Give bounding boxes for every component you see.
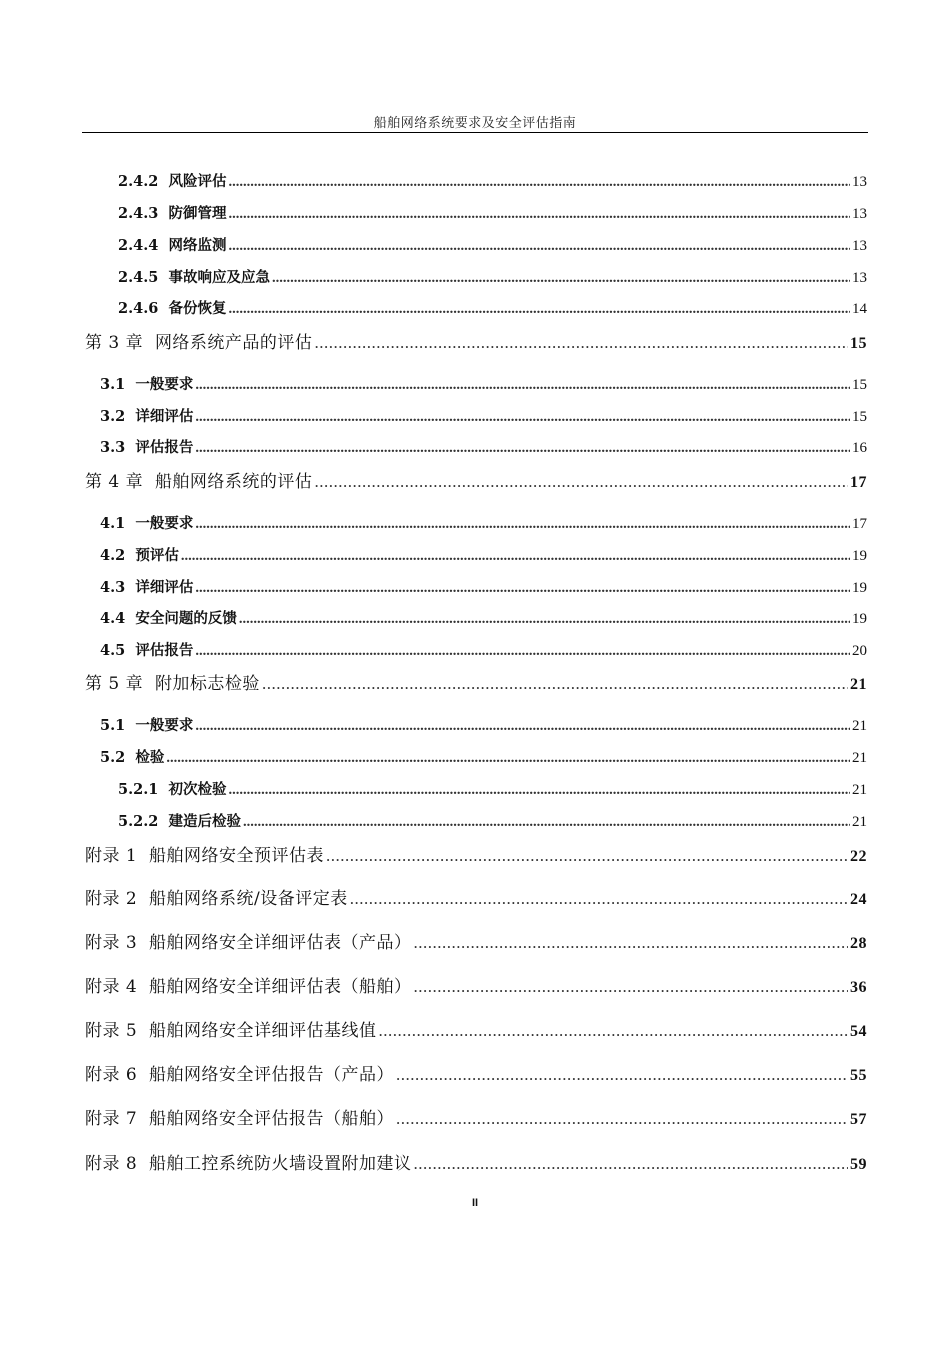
toc-entry[interactable] (0, 669, 867, 694)
toc-number: 2.4.4 (118, 237, 159, 254)
toc-page-number: 13 (852, 238, 867, 254)
toc-page-number: 21 (852, 814, 867, 830)
toc-number: 4.2 (100, 547, 126, 564)
toc-entry[interactable] (0, 436, 867, 457)
toc-entry[interactable] (0, 884, 867, 909)
toc-leader-dots (414, 933, 848, 953)
toc-entry[interactable] (0, 714, 867, 735)
toc-leader-dots (350, 889, 848, 909)
toc-leader-dots (228, 174, 850, 191)
toc-title: 网络监测 (168, 237, 227, 254)
toc-number: 第 3 章 (85, 333, 144, 353)
toc-title: 风险评估 (168, 173, 227, 190)
toc-title: 网络系统产品的评估 (154, 333, 313, 353)
toc-page-number: 21 (852, 782, 867, 798)
toc-page-number: 17 (852, 516, 867, 532)
toc-leader-dots (272, 270, 850, 287)
toc-leader-dots (243, 814, 850, 831)
toc-number: 5.2.2 (118, 813, 159, 830)
toc-title: 船舶网络安全详细评估表（船舶） (149, 977, 412, 997)
toc-entry[interactable] (0, 810, 867, 831)
toc-title: 防御管理 (168, 205, 227, 222)
toc-number: 附录 5 (85, 1021, 138, 1041)
toc-number: 第 4 章 (85, 472, 144, 492)
toc-title: 一般要求 (135, 376, 194, 393)
toc-leader-dots (195, 409, 850, 426)
toc-leader-dots (379, 1021, 848, 1041)
toc-page-number: 55 (850, 1067, 867, 1084)
toc-page-number: 57 (850, 1111, 867, 1128)
toc-number: 2.4.5 (118, 269, 159, 286)
toc-entry[interactable] (0, 576, 867, 597)
toc-leader-dots (228, 206, 850, 223)
toc-entry[interactable] (0, 1149, 867, 1174)
toc-number: 附录 2 (85, 889, 138, 909)
toc-entry[interactable] (0, 170, 867, 191)
toc-number: 附录 1 (85, 846, 138, 866)
toc-page-number: 14 (852, 301, 867, 317)
toc-leader-dots (195, 643, 850, 660)
toc-title: 船舶网络安全评估报告（船舶） (149, 1109, 395, 1129)
toc-title: 评估报告 (135, 642, 194, 659)
toc-title: 初次检验 (168, 781, 227, 798)
toc-page-number: 24 (850, 891, 867, 908)
toc-page-number: 19 (852, 580, 867, 596)
toc-number: 附录 8 (85, 1154, 138, 1174)
toc-page-number: 21 (852, 750, 867, 766)
toc-number: 4.3 (100, 579, 126, 596)
toc-entry[interactable] (0, 639, 867, 660)
toc-page-number: 20 (852, 643, 867, 659)
toc-title: 船舶工控系统防火墙设置附加建议 (149, 1154, 412, 1174)
toc-entry[interactable] (0, 512, 867, 533)
toc-title: 船舶网络安全详细评估表（产品） (149, 933, 412, 953)
toc-entry[interactable] (0, 1060, 867, 1085)
toc-leader-dots (181, 548, 850, 565)
toc-number: 附录 6 (85, 1065, 138, 1085)
toc-leader-dots (396, 1109, 848, 1129)
toc-entry[interactable] (0, 202, 867, 223)
toc-page-number: 13 (852, 270, 867, 286)
toc-title: 船舶网络安全详细评估基线值 (149, 1021, 377, 1041)
toc-entry[interactable] (0, 972, 867, 997)
toc-leader-dots (195, 516, 850, 533)
toc-title: 评估报告 (135, 439, 194, 456)
toc-entry[interactable] (0, 607, 867, 628)
toc-number: 3.1 (100, 376, 126, 393)
toc-page-number: 15 (850, 335, 867, 352)
toc-entry[interactable] (0, 1104, 867, 1129)
toc-entry[interactable] (0, 328, 867, 353)
toc-number: 2.4.6 (118, 300, 159, 317)
toc-page-number: 21 (852, 718, 867, 734)
toc-number: 5.2 (100, 749, 126, 766)
toc-title: 详细评估 (135, 408, 194, 425)
toc-leader-dots (262, 674, 848, 694)
toc-number: 4.1 (100, 515, 126, 532)
toc-page-number: 22 (850, 848, 867, 865)
toc-entry[interactable] (0, 841, 867, 866)
running-header: 船舶网络系统要求及安全评估指南 (373, 116, 577, 131)
toc-title: 预评估 (135, 547, 179, 564)
toc-leader-dots (195, 718, 850, 735)
toc-entry[interactable] (0, 266, 867, 287)
toc-page-number: 15 (852, 409, 867, 425)
toc-title: 船舶网络安全评估报告（产品） (149, 1065, 395, 1085)
header-rule (82, 132, 868, 133)
toc-leader-dots (228, 301, 850, 318)
toc-number: 第 5 章 (85, 674, 144, 694)
toc-number: 3.3 (100, 439, 126, 456)
toc-leader-dots (314, 472, 848, 492)
toc-page-number: 15 (852, 377, 867, 393)
toc-title: 建造后检验 (168, 813, 241, 830)
toc-page-number: 13 (852, 206, 867, 222)
toc-leader-dots (414, 977, 848, 997)
toc-entry[interactable] (0, 778, 867, 799)
toc-entry[interactable] (0, 544, 867, 565)
toc-title: 船舶网络安全预评估表 (149, 846, 325, 866)
toc-leader-dots (195, 440, 850, 457)
toc-title: 事故响应及应急 (168, 269, 270, 286)
toc-entry[interactable] (0, 928, 867, 953)
toc-leader-dots (239, 611, 850, 628)
toc-page-number: 54 (850, 1023, 867, 1040)
toc-leader-dots (166, 750, 850, 767)
toc-number: 5.1 (100, 717, 126, 734)
toc-leader-dots (228, 238, 850, 255)
toc-entry[interactable] (0, 405, 867, 426)
toc-number: 附录 7 (85, 1109, 138, 1129)
toc-entry[interactable] (0, 297, 867, 318)
toc-number: 附录 4 (85, 977, 138, 997)
toc-number: 2.4.3 (118, 205, 159, 222)
toc-entry[interactable] (0, 373, 867, 394)
toc-page-number: 59 (850, 1156, 867, 1173)
toc-leader-dots (195, 377, 850, 394)
toc-leader-dots (396, 1065, 848, 1085)
toc-entry[interactable] (0, 234, 867, 255)
toc-title: 附加标志检验 (154, 674, 260, 694)
toc-leader-dots (326, 846, 848, 866)
toc-page-number: 21 (850, 676, 867, 693)
toc-page-number: 16 (852, 440, 867, 456)
toc-page-number: 28 (850, 935, 867, 952)
toc-page-number: 19 (852, 611, 867, 627)
toc-title: 一般要求 (135, 515, 194, 532)
toc-page-number: 13 (852, 174, 867, 190)
toc-number: 4.4 (100, 610, 126, 627)
toc-number: 4.5 (100, 642, 126, 659)
toc-leader-dots (195, 580, 850, 597)
toc-page-number: 19 (852, 548, 867, 564)
toc-entry[interactable] (0, 746, 867, 767)
toc-page-number: 17 (850, 474, 867, 491)
toc-number: 附录 3 (85, 933, 138, 953)
toc-title: 检验 (135, 749, 165, 766)
toc-number: 2.4.2 (118, 173, 159, 190)
toc-page-number: 36 (850, 979, 867, 996)
toc-title: 船舶网络系统/设备评定表 (149, 889, 348, 909)
toc-number: 5.2.1 (118, 781, 159, 798)
toc-title: 备份恢复 (168, 300, 227, 317)
toc-title: 一般要求 (135, 717, 194, 734)
toc-title: 安全问题的反馈 (135, 610, 237, 627)
page-number-footer: II (471, 1197, 479, 1209)
toc-entry[interactable] (0, 1016, 867, 1041)
toc-title: 详细评估 (135, 579, 194, 596)
toc-title: 船舶网络系统的评估 (154, 472, 313, 492)
toc-leader-dots (414, 1154, 848, 1174)
toc-entry[interactable] (0, 467, 867, 492)
toc-number: 3.2 (100, 408, 126, 425)
toc-leader-dots (228, 782, 850, 799)
toc-leader-dots (314, 333, 848, 353)
